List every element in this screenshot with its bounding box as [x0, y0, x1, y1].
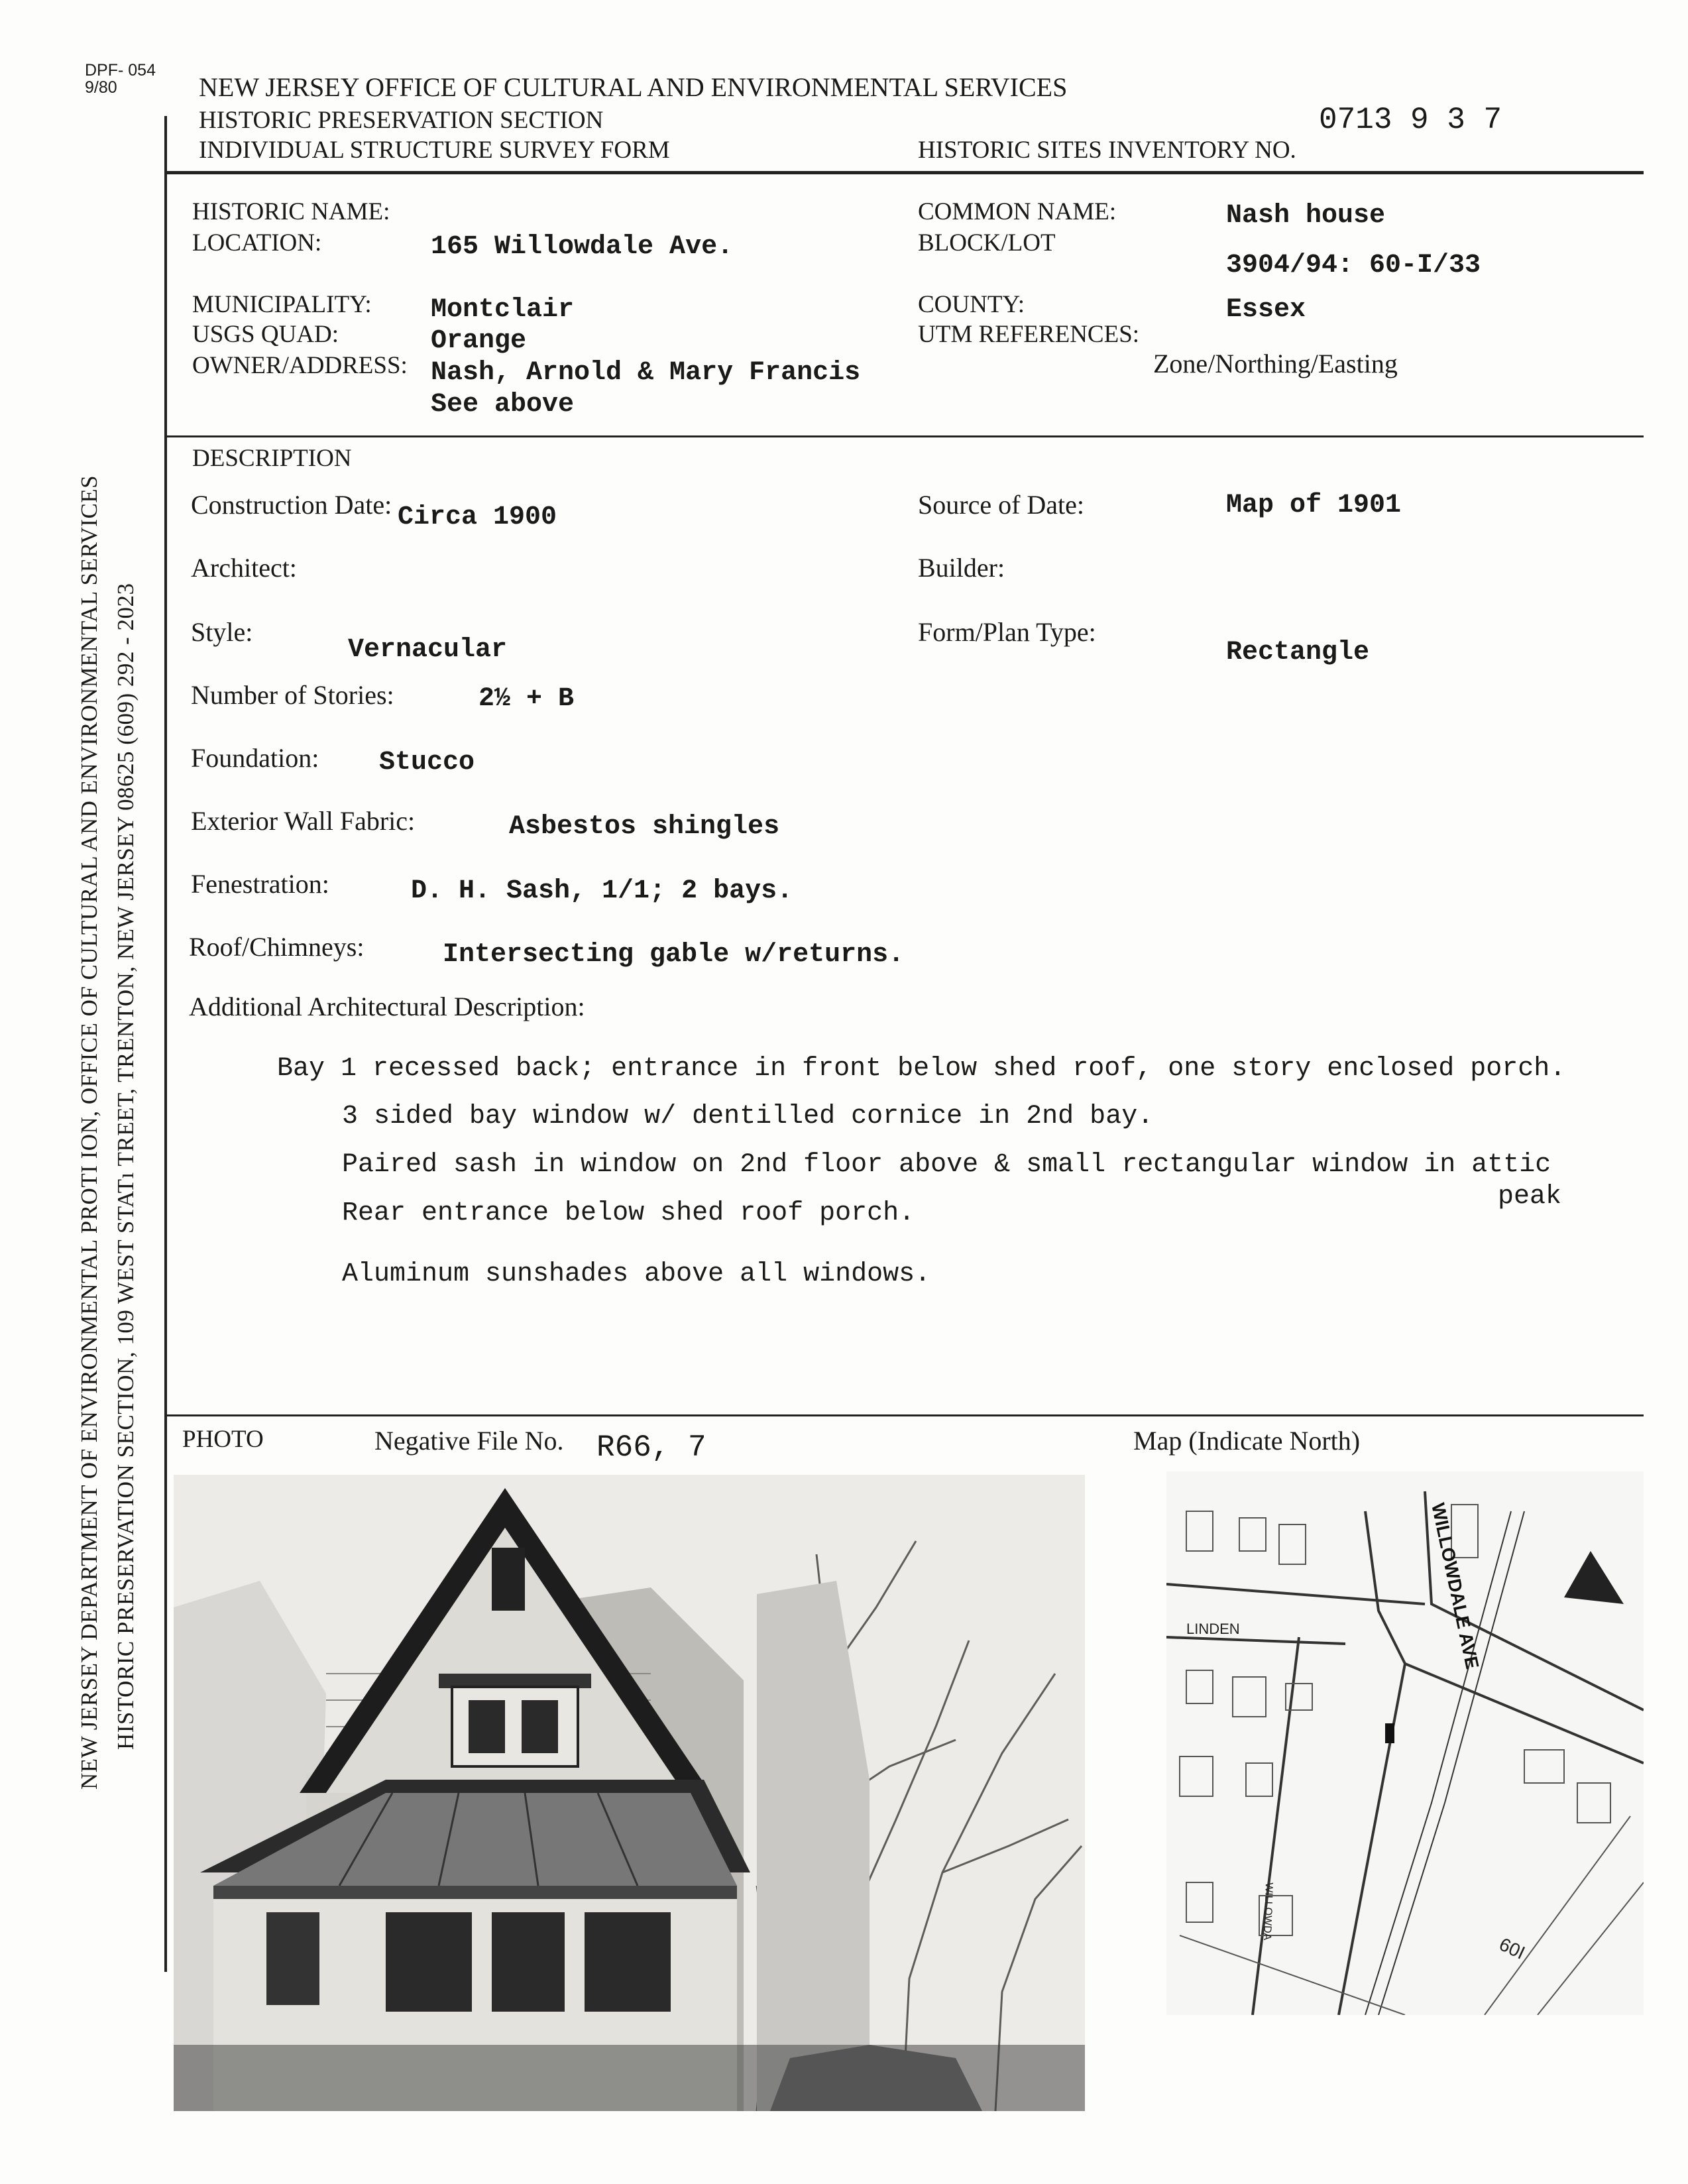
inventory-label: HISTORIC SITES INVENTORY NO.	[918, 137, 1296, 164]
owner-address-value: See above	[431, 390, 575, 420]
inventory-number: 0713 9 3 7	[1319, 103, 1502, 137]
location-value: 165 Willowdale Ave.	[431, 232, 734, 262]
common-name-label: COMMON NAME:	[918, 198, 1117, 225]
additional-line-3: Paired sash in window on 2nd floor above & small rectangular window in attic	[342, 1150, 1551, 1180]
historic-name-label: HISTORIC NAME:	[192, 198, 390, 225]
section-name: HISTORIC PRESERVATION SECTION	[199, 107, 604, 134]
owner-label: OWNER/ADDRESS:	[192, 352, 408, 379]
location-map	[1166, 1471, 1644, 2015]
negative-file-label: Negative File No.	[374, 1426, 564, 1456]
municipality-value: Montclair	[431, 295, 575, 325]
builder-label: Builder:	[918, 553, 1005, 583]
description-rule	[166, 1414, 1644, 1416]
roof-label: Roof/Chimneys:	[189, 932, 365, 962]
owner-value: Nash, Arnold & Mary Francis	[431, 358, 861, 388]
photo-label: PHOTO	[182, 1426, 264, 1453]
block-lot-value: 3904/94: 60-I/33	[1226, 251, 1481, 280]
map-plate-label: 60I	[1496, 1933, 1528, 1963]
source-of-date-value: Map of 1901	[1226, 490, 1402, 520]
sidebar-line-2: HISTORIC PRESERVATION SECTION, 109 WEST STATı TREET, TRENTON, NEW JERSEY 08625 (609) 292 - 2023	[113, 583, 139, 1750]
construction-date-value: Circa 1900	[398, 502, 557, 532]
source-of-date-label: Source of Date:	[918, 490, 1085, 520]
style-label: Style:	[191, 617, 253, 647]
utm-label: UTM REFERENCES:	[918, 321, 1140, 348]
form-revision: 9/80	[85, 78, 117, 97]
map-linden-label: LINDEN	[1186, 1621, 1240, 1637]
stories-value: 2½ + B	[478, 684, 575, 714]
fenestration-value: D. H. Sash, 1/1; 2 bays.	[411, 876, 793, 906]
header-rule	[166, 171, 1644, 174]
additional-line-4: Rear entrance below shed roof porch.	[342, 1198, 915, 1228]
form-plan-value: Rectangle	[1226, 638, 1370, 667]
form-title: INDIVIDUAL STRUCTURE SURVEY FORM	[199, 137, 670, 164]
description-heading: DESCRIPTION	[192, 445, 352, 472]
map-willowdale-lower-label: WILLOWDA	[1261, 1882, 1274, 1941]
map-willowdale-label: WILLOWDALE AVE	[1428, 1501, 1483, 1671]
roof-value: Intersecting gable w/returns.	[443, 940, 905, 970]
additional-line-1: Bay 1 recessed back; entrance in front below shed roof, one story enclosed porch.	[277, 1054, 1566, 1084]
county-value: Essex	[1226, 295, 1306, 325]
foundation-value: Stucco	[379, 748, 475, 777]
wall-fabric-value: Asbestos shingles	[509, 812, 780, 842]
block-lot-label: BLOCK/LOT	[918, 229, 1056, 257]
common-name-value: Nash house	[1226, 201, 1386, 231]
map-label: Map (Indicate North)	[1133, 1426, 1361, 1456]
utm-subheading: Zone/Northing/Easting	[1153, 349, 1398, 378]
style-value: Vernacular	[348, 635, 508, 665]
usgs-quad-value: Orange	[431, 326, 527, 356]
location-label: LOCATION:	[192, 229, 322, 257]
county-label: COUNTY:	[918, 291, 1025, 318]
usgs-quad-label: USGS QUAD:	[192, 321, 339, 348]
identification-rule	[166, 435, 1644, 437]
additional-line-2: 3 sided bay window w/ dentilled cornice in 2nd bay.	[342, 1102, 1154, 1131]
architect-label: Architect:	[191, 553, 297, 583]
house-photograph	[174, 1475, 1085, 2111]
stories-label: Number of Stories:	[191, 680, 394, 710]
additional-description-label: Additional Architectural Description:	[189, 992, 585, 1021]
sidebar-line-1: NEW JERSEY DEPARTMENT OF ENVIRONMENTAL PROTI ION, OFFICE OF CULTURAL AND ENVIRONMENTAL SERVICES	[76, 475, 102, 1790]
negative-file-number: R66, 7	[596, 1430, 706, 1465]
agency-name: NEW JERSEY OFFICE OF CULTURAL AND ENVIRONMENTAL SERVICES	[199, 72, 1068, 102]
wall-fabric-label: Exterior Wall Fabric:	[191, 806, 416, 836]
construction-date-label: Construction Date:	[191, 490, 392, 520]
form-plan-label: Form/Plan Type:	[918, 617, 1096, 647]
form-code: DPF- 054	[85, 61, 156, 80]
additional-line-3-cont: peak	[1498, 1182, 1562, 1212]
additional-line-5: Aluminum sunshades above all windows.	[342, 1259, 931, 1289]
foundation-label: Foundation:	[191, 743, 319, 773]
left-margin-rule	[164, 116, 167, 1972]
fenestration-label: Fenestration:	[191, 869, 329, 899]
municipality-label: MUNICIPALITY:	[192, 291, 372, 318]
